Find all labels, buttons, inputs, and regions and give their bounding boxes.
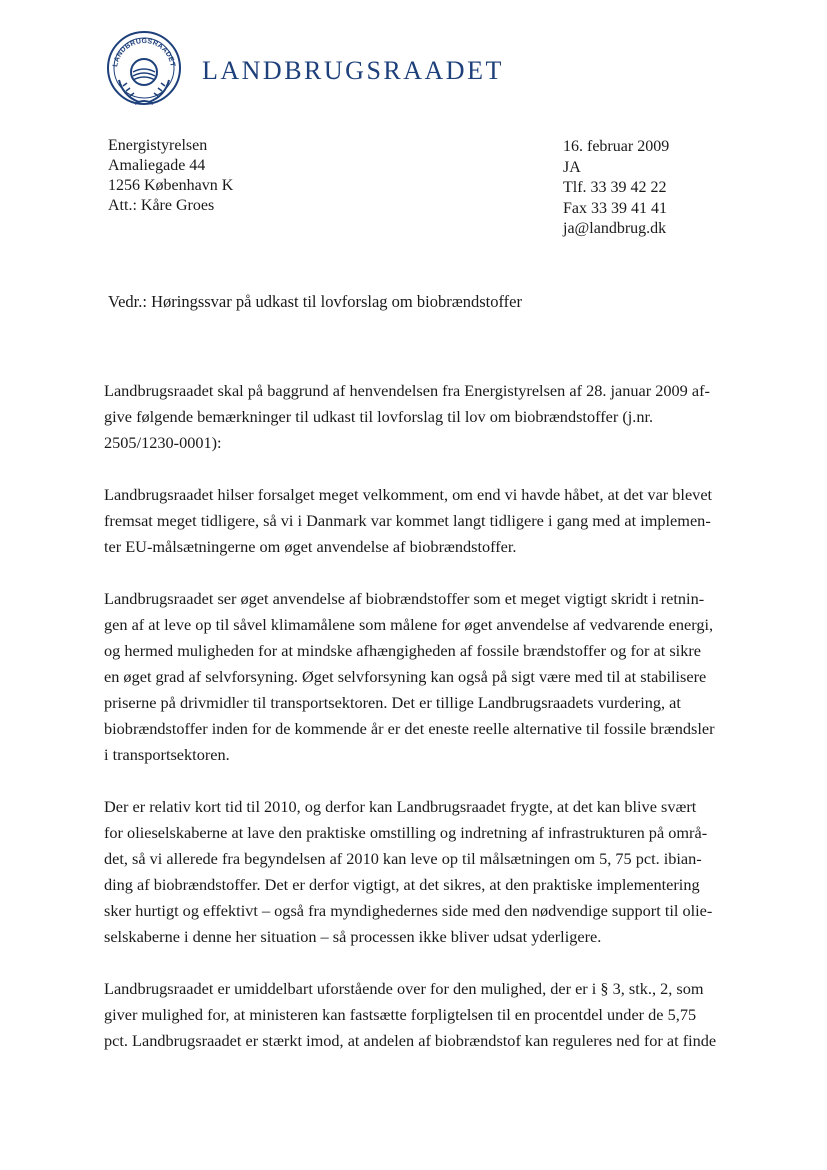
text-line: giver mulighed for, at ministeren kan fastsætte forpligtelsen til en procentdel under de 5,75 — [104, 1005, 697, 1024]
text-line: 2505/1230-0001): — [104, 433, 222, 452]
text-line: det, så vi allerede fra begyndelsen af 2010 kan leve op til målsætningen om 5, 75 pct. ibian- — [104, 849, 702, 868]
text-line: selskaberne i denne her situation – så processen ikke bliver udsat yderligere. — [104, 927, 602, 946]
text-line: Landbrugsraadet skal på baggrund af henvendelsen fra Energistyrelsen af 28. januar 2009 af- — [104, 381, 710, 400]
text-line: Der er relativ kort tid til 2010, og derfor kan Landbrugsraadet frygte, at det kan blive svært — [104, 797, 697, 816]
recipient-line: Energistyrelsen — [108, 137, 208, 154]
paragraph — [104, 586, 730, 768]
text-line: sker hurtigt og effektivt – også fra myndighedernes side med den nødvendige support til olie- — [104, 901, 713, 920]
sender-phone: Tlf. 33 39 42 22 — [563, 179, 667, 196]
text-line: en øget grad af selvforsyning. Øget selvforsyning kan også på sigt være med til at stabilisere — [104, 667, 707, 686]
letter-body — [104, 378, 730, 1080]
text-line: i transportsektoren. — [104, 745, 230, 764]
letter-subject: Vedr.: Høringssvar på udkast til lovforslag om biobrændstoffer — [108, 292, 522, 311]
text-line: pct. Landbrugsraadet er stærkt imod, at andelen af biobrændstof kan reguleres ned for at finde — [104, 1031, 717, 1050]
landbrugsraadet-logo — [105, 30, 183, 110]
sender-email: ja@landbrug.dk — [563, 220, 667, 237]
paragraph — [104, 794, 730, 950]
text-line: ding af biobrændstoffer. Det er derfor vigtigt, at det sikres, at den praktiske implementering — [104, 875, 700, 894]
recipient-line: Att.: Kåre Groes — [108, 197, 215, 214]
text-line: give følgende bemærkninger til udkast til lovforslag til lov om biobrændstoffer (j.nr. — [104, 407, 654, 426]
recipient-address — [108, 136, 233, 216]
text-line: biobrændstoffer inden for de kommende år er det eneste reelle alternative til fossile brændsler — [104, 719, 715, 738]
text-line: for olieselskaberne at lave den praktiske omstilling og indretning af infrastrukturen på områ- — [104, 823, 708, 842]
organization-name: LANDBRUGSRAADET — [202, 56, 504, 85]
text-line: fremsat meget tidligere, så vi i Danmark var kommet langt tidligere i gang med at implemen- — [104, 511, 711, 530]
paragraph — [104, 378, 730, 456]
sender-info — [563, 137, 669, 240]
paragraph — [104, 482, 730, 560]
sender-fax: Fax 33 39 41 41 — [563, 199, 667, 217]
text-line: og hermed muligheden for at mindske afhængigheden af fossile brændstoffer og for at sikre — [104, 641, 701, 660]
letter-date: 16. februar 2009 — [563, 138, 670, 155]
text-line: Landbrugsraadet hilser forsalget meget velkomment, om end vi havde håbet, at det var blevet — [104, 485, 713, 504]
paragraph — [104, 976, 730, 1054]
text-line: priserne på drivmidler til transportsektoren. Det er tillige Landbrugsraadets vurdering, at — [104, 693, 681, 712]
recipient-line: 1256 København K — [108, 177, 234, 194]
sender-initials: JA — [563, 158, 581, 176]
svg-text:LANDBRUGSRAADET: LANDBRUGSRAADET — [112, 37, 176, 68]
text-line: Landbrugsraadet ser øget anvendelse af biobrændstoffer som et meget vigtigt skridt i retnin- — [104, 589, 705, 608]
text-line: gen af at leve op til såvel klimamålene som målene for øget anvendelse af vedvarende energi, — [104, 615, 714, 634]
recipient-line: Amaliegade 44 — [108, 157, 206, 174]
text-line: ter EU-målsætningerne om øget anvendelse af biobrændstoffer. — [104, 537, 517, 556]
text-line: Landbrugsraadet er umiddelbart uforstående over for den mulighed, der er i § 3, stk., 2, som — [104, 979, 704, 998]
